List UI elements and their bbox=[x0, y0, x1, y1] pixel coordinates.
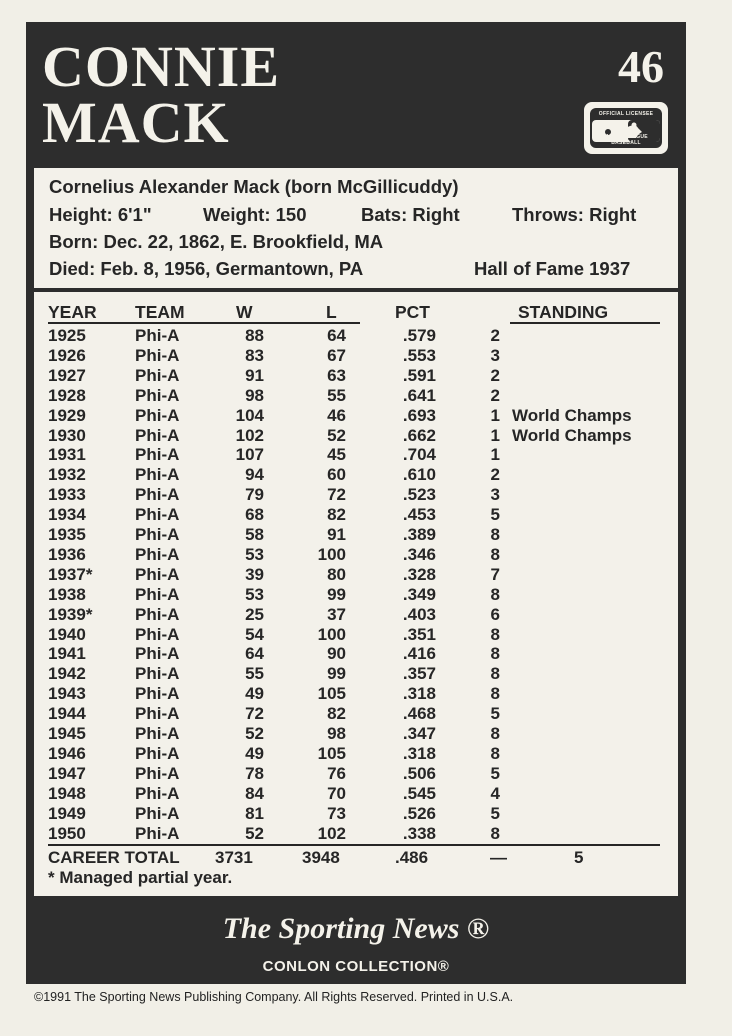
header-rule-right bbox=[510, 322, 660, 324]
row-team: Phi-A bbox=[135, 385, 180, 405]
row-team: Phi-A bbox=[135, 425, 180, 445]
career-standing: 5 bbox=[574, 848, 584, 867]
row-team: Phi-A bbox=[135, 544, 180, 564]
sporting-news-brand: The Sporting News ® bbox=[222, 912, 490, 945]
row-l: 91 bbox=[327, 525, 346, 544]
col-header-w: W bbox=[236, 302, 253, 322]
row-pos: 8 bbox=[490, 624, 500, 644]
row-w: 54 bbox=[245, 624, 264, 644]
row-year: 1936 bbox=[48, 544, 86, 564]
row-year: 1929 bbox=[48, 405, 86, 425]
row-w: 72 bbox=[245, 704, 264, 724]
bio-height: Height: 6'1" bbox=[49, 204, 152, 225]
row-team: Phi-A bbox=[135, 604, 180, 624]
row-year: 1933 bbox=[48, 485, 86, 505]
copyright: ©1991 The Sporting News Publishing Company. All Rights Reserved. Printed in U.S.A. bbox=[34, 990, 514, 1004]
row-w: 98 bbox=[245, 385, 264, 405]
row-pct: .523 bbox=[402, 485, 436, 505]
row-pos: 8 bbox=[490, 823, 500, 843]
row-pos: 1 bbox=[490, 445, 500, 465]
row-pos: 3 bbox=[490, 345, 500, 365]
row-team: Phi-A bbox=[135, 783, 180, 803]
row-pos: 6 bbox=[490, 604, 500, 624]
row-l: 102 bbox=[317, 823, 346, 843]
row-pct: .591 bbox=[402, 365, 436, 385]
row-year: 1926 bbox=[48, 345, 86, 365]
row-pct: .328 bbox=[402, 564, 436, 584]
row-w: 94 bbox=[245, 465, 264, 485]
row-l: 105 bbox=[317, 743, 346, 763]
row-pct: .416 bbox=[402, 644, 436, 664]
row-pct: .453 bbox=[402, 505, 436, 525]
row-pct: .610 bbox=[402, 465, 436, 485]
row-w: 39 bbox=[245, 564, 264, 584]
row-pos: 2 bbox=[490, 385, 500, 405]
row-team: Phi-A bbox=[135, 485, 180, 505]
row-pos: 4 bbox=[490, 783, 500, 803]
row-team: Phi-A bbox=[135, 345, 180, 365]
row-pos: 2 bbox=[490, 326, 500, 345]
row-pos: 7 bbox=[490, 564, 500, 584]
row-year: 1932 bbox=[48, 465, 86, 485]
row-w: 107 bbox=[235, 445, 264, 465]
row-team: Phi-A bbox=[135, 525, 180, 544]
row-l: 99 bbox=[327, 584, 346, 604]
career-label: CAREER TOTAL bbox=[48, 848, 180, 867]
card-number: 46 bbox=[618, 41, 664, 92]
row-pct: .579 bbox=[402, 326, 436, 345]
row-pct: .553 bbox=[402, 345, 436, 365]
row-team: Phi-A bbox=[135, 505, 180, 525]
bio-bats: Bats: Right bbox=[361, 204, 460, 225]
player-last-name: MACK bbox=[42, 90, 230, 155]
row-l: 82 bbox=[327, 505, 346, 525]
stats-panel bbox=[34, 292, 678, 896]
mlb-logo-line2: MAJOR LEAGUE BASEBALL bbox=[604, 134, 648, 146]
row-year: 1935 bbox=[48, 525, 86, 544]
career-rule bbox=[48, 844, 660, 846]
row-w: 83 bbox=[245, 345, 264, 365]
row-l: 70 bbox=[327, 783, 346, 803]
row-l: 72 bbox=[327, 485, 346, 505]
row-team: Phi-A bbox=[135, 365, 180, 385]
row-pct: .641 bbox=[402, 385, 436, 405]
row-pos: 8 bbox=[490, 584, 500, 604]
row-l: 80 bbox=[327, 564, 346, 584]
row-l: 37 bbox=[327, 604, 346, 624]
row-pos: 5 bbox=[490, 505, 500, 525]
row-l: 90 bbox=[327, 644, 346, 664]
bio-throws: Throws: Right bbox=[512, 204, 637, 225]
row-team: Phi-A bbox=[135, 743, 180, 763]
row-year: 1950 bbox=[48, 823, 86, 843]
row-w: 55 bbox=[245, 664, 264, 684]
row-l: 82 bbox=[327, 704, 346, 724]
footnote: * Managed partial year. bbox=[48, 868, 233, 887]
col-header-year: YEAR bbox=[48, 302, 97, 322]
row-w: 91 bbox=[245, 365, 264, 385]
row-team: Phi-A bbox=[135, 644, 180, 664]
player-name bbox=[42, 34, 281, 155]
row-pos: 1 bbox=[490, 405, 500, 425]
row-w: 64 bbox=[245, 644, 264, 664]
row-w: 25 bbox=[245, 604, 264, 624]
row-year: 1944 bbox=[48, 704, 86, 724]
row-l: 46 bbox=[327, 405, 346, 425]
row-pct: .351 bbox=[402, 624, 436, 644]
row-pos: 5 bbox=[490, 704, 500, 724]
footer bbox=[26, 902, 686, 984]
row-pct: .347 bbox=[402, 724, 436, 743]
mlb-logo-line1: OFFICIAL LICENSEE bbox=[598, 111, 654, 117]
row-year: 1942 bbox=[48, 664, 86, 684]
row-pos: 8 bbox=[490, 724, 500, 743]
row-team: Phi-A bbox=[135, 584, 180, 604]
mlb-logo-icon bbox=[584, 102, 668, 154]
row-year: 1947 bbox=[48, 763, 86, 783]
row-team: Phi-A bbox=[135, 465, 180, 485]
row-w: 52 bbox=[245, 724, 264, 743]
row-pct: .349 bbox=[402, 584, 436, 604]
row-pos: 2 bbox=[490, 365, 500, 385]
row-l: 60 bbox=[327, 465, 346, 485]
row-w: 49 bbox=[245, 743, 264, 763]
row-team: Phi-A bbox=[135, 326, 180, 345]
row-year: 1945 bbox=[48, 724, 86, 743]
row-team: Phi-A bbox=[135, 664, 180, 684]
bio-died: Died: Feb. 8, 1956, Germantown, PA bbox=[49, 258, 364, 279]
row-w: 68 bbox=[245, 505, 264, 525]
row-l: 76 bbox=[327, 763, 346, 783]
row-pos: 8 bbox=[490, 743, 500, 763]
row-pct: .338 bbox=[402, 823, 436, 843]
row-w: 53 bbox=[245, 544, 264, 564]
header-rule-left bbox=[48, 322, 360, 324]
row-pct: .545 bbox=[402, 783, 436, 803]
col-header-standing: STANDING bbox=[518, 302, 609, 322]
row-l: 105 bbox=[317, 684, 346, 704]
row-pos: 8 bbox=[490, 525, 500, 544]
row-w: 84 bbox=[245, 783, 264, 803]
row-pos: 8 bbox=[490, 664, 500, 684]
row-team: Phi-A bbox=[135, 405, 180, 425]
row-w: 102 bbox=[235, 425, 264, 445]
row-w: 79 bbox=[245, 485, 264, 505]
row-pct: .318 bbox=[402, 684, 436, 704]
row-l: 100 bbox=[317, 544, 346, 564]
row-w: 49 bbox=[245, 684, 264, 704]
row-pct: .468 bbox=[402, 704, 436, 724]
row-l: 52 bbox=[327, 425, 346, 445]
row-year: 1925 bbox=[48, 326, 86, 345]
row-team: Phi-A bbox=[135, 724, 180, 743]
row-pct: .526 bbox=[402, 803, 436, 823]
career-pct: .486 bbox=[395, 848, 429, 867]
row-year: 1928 bbox=[48, 385, 86, 405]
row-pos: 2 bbox=[490, 465, 500, 485]
row-pct: .704 bbox=[402, 445, 436, 465]
row-w: 58 bbox=[245, 525, 264, 544]
row-pos: 5 bbox=[490, 803, 500, 823]
col-header-pct: PCT bbox=[395, 302, 430, 322]
row-pct: .693 bbox=[402, 405, 436, 425]
row-pct: .346 bbox=[402, 544, 436, 564]
row-l: 63 bbox=[327, 365, 346, 385]
row-l: 64 bbox=[327, 326, 346, 345]
row-w: 81 bbox=[245, 803, 264, 823]
row-l: 73 bbox=[327, 803, 346, 823]
row-w: 52 bbox=[245, 823, 264, 843]
row-note: World Champs bbox=[512, 405, 632, 425]
row-year: 1931 bbox=[48, 445, 86, 465]
row-pct: .506 bbox=[402, 763, 436, 783]
row-year: 1940 bbox=[48, 624, 86, 644]
player-first-name: CONNIE bbox=[42, 34, 281, 99]
row-year: 1943 bbox=[48, 684, 86, 704]
row-pct: .318 bbox=[402, 743, 436, 763]
bio-hall-of-fame: Hall of Fame 1937 bbox=[474, 258, 631, 279]
bio-panel bbox=[34, 168, 678, 288]
bio-weight: Weight: 150 bbox=[203, 204, 307, 225]
row-team: Phi-A bbox=[135, 803, 180, 823]
row-year: 1927 bbox=[48, 365, 86, 385]
row-year: 1938 bbox=[48, 584, 86, 604]
conlon-collection: CONLON COLLECTION® bbox=[262, 958, 450, 975]
baseball-card bbox=[26, 22, 686, 984]
col-header-l: L bbox=[326, 302, 337, 322]
row-note: World Champs bbox=[512, 425, 632, 445]
row-pct: .662 bbox=[402, 425, 436, 445]
row-l: 98 bbox=[327, 724, 346, 743]
row-pct: .389 bbox=[402, 525, 436, 544]
row-year: 1949 bbox=[48, 803, 86, 823]
mlb-logo-inner bbox=[590, 108, 662, 148]
row-pos: 5 bbox=[490, 763, 500, 783]
row-team: Phi-A bbox=[135, 704, 180, 724]
career-wins: 3731 bbox=[215, 848, 253, 867]
row-w: 104 bbox=[235, 405, 264, 425]
bio-born: Born: Dec. 22, 1862, E. Brookfield, MA bbox=[49, 231, 384, 252]
row-year: 1930 bbox=[48, 425, 86, 445]
row-pct: .403 bbox=[402, 604, 436, 624]
row-year: 1934 bbox=[48, 505, 86, 525]
row-year: 1937* bbox=[48, 564, 93, 584]
row-team: Phi-A bbox=[135, 684, 180, 704]
row-year: 1948 bbox=[48, 783, 86, 803]
row-year: 1946 bbox=[48, 743, 86, 763]
row-l: 99 bbox=[327, 664, 346, 684]
row-l: 67 bbox=[327, 345, 346, 365]
row-l: 100 bbox=[317, 624, 346, 644]
row-l: 55 bbox=[327, 385, 346, 405]
row-w: 78 bbox=[245, 763, 264, 783]
bio-full-name: Cornelius Alexander Mack (born McGillicuddy) bbox=[49, 176, 459, 197]
career-losses: 3948 bbox=[302, 848, 340, 867]
row-pos: 3 bbox=[490, 485, 500, 505]
career-dash: — bbox=[490, 848, 507, 867]
row-year: 1939* bbox=[48, 604, 93, 624]
row-team: Phi-A bbox=[135, 823, 180, 843]
row-team: Phi-A bbox=[135, 624, 180, 644]
row-pos: 1 bbox=[490, 425, 500, 445]
row-team: Phi-A bbox=[135, 445, 180, 465]
row-pos: 8 bbox=[490, 684, 500, 704]
row-pct: .357 bbox=[402, 664, 436, 684]
row-l: 45 bbox=[327, 445, 346, 465]
row-team: Phi-A bbox=[135, 763, 180, 783]
row-w: 88 bbox=[245, 326, 264, 345]
row-year: 1941 bbox=[48, 644, 86, 664]
col-header-team: TEAM bbox=[135, 302, 185, 322]
row-pos: 8 bbox=[490, 644, 500, 664]
row-w: 53 bbox=[245, 584, 264, 604]
row-team: Phi-A bbox=[135, 564, 180, 584]
row-pos: 8 bbox=[490, 544, 500, 564]
